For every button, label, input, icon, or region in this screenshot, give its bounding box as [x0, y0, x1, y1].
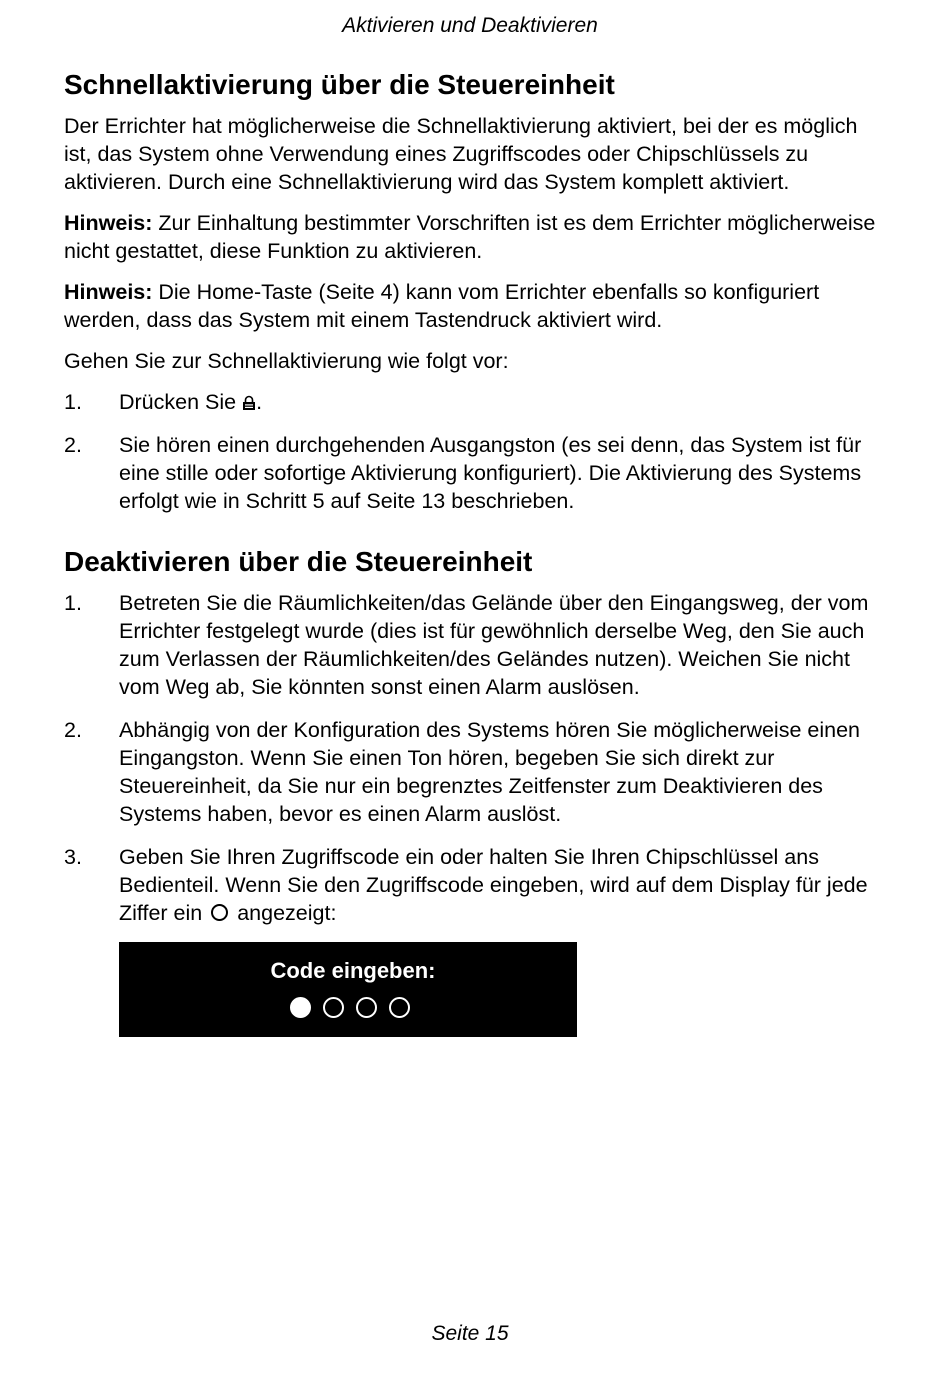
- empty-digit-icon: [323, 997, 344, 1018]
- section-title: Schnellaktivierung über die Steuereinheit: [64, 69, 615, 100]
- note-label: Hinweis:: [64, 280, 153, 304]
- empty-digit-icon: [389, 997, 410, 1018]
- step-number: 1.: [64, 390, 82, 414]
- lock-icon: [242, 395, 256, 411]
- section-quick-arm: [64, 66, 884, 515]
- circle-icon: [211, 904, 228, 921]
- step-list: [64, 589, 884, 927]
- note-label: Hinweis:: [64, 211, 153, 235]
- note-paragraph: [64, 209, 884, 265]
- step-text: Abhängig von der Konfiguration des Systems hören Sie möglicherweise einen Eingangston. Wenn Sie einen Ton hören, begeben Sie sich direkt zur Steuereinheit, da Sie nur ein begrenztes Zeitfenster zum Deaktivieren des Systems haben, bevor es einen Alarm auslöst.: [119, 718, 860, 826]
- step-text-after: angezeigt:: [231, 901, 337, 925]
- list-item: [64, 843, 884, 927]
- code-digit-indicators: [290, 997, 410, 1018]
- note-text: Zur Einhaltung bestimmter Vorschriften ist es dem Errichter möglicherweise nicht gestattet, diese Funktion zu aktivieren.: [64, 211, 876, 263]
- section-title: Deaktivieren über die Steuereinheit: [64, 546, 533, 577]
- step-text: [119, 843, 884, 927]
- empty-digit-icon: [356, 997, 377, 1018]
- step-number: 2.: [64, 433, 82, 457]
- keypad-display-illustration: [119, 942, 577, 1037]
- list-item: [64, 716, 884, 828]
- step-text: Betreten Sie die Räumlichkeiten/das Gelände über den Eingangsweg, der vom Errichter festgelegt wurde (dies ist für gewöhnlich derselbe Weg, den Sie auch zum Verlassen der Räumlichkeiten/des Geländes nutzen). Weichen Sie nicht vom Weg ab, Sie könnten sonst einen Alarm auslösen.: [119, 591, 869, 699]
- page-content: [64, 66, 884, 1037]
- note-text: Die Home-Taste (Seite 4) kann vom Errichter ebenfalls so konfiguriert werden, dass das System mit einem Tastendruck aktiviert wird.: [64, 280, 820, 332]
- display-title: Code eingeben:: [270, 958, 436, 983]
- list-item: [64, 589, 884, 701]
- step-number: 3.: [64, 845, 82, 869]
- step-text-before: Drücken Sie: [119, 390, 243, 414]
- step-text: Sie hören einen durchgehenden Ausgangston (es sei denn, das System ist für eine stille oder sofortige Aktivierung konfiguriert). Die Aktivierung des Systems erfolgt wie in Schritt 5 auf Seite 13 beschrieben.: [119, 433, 862, 513]
- list-item: [64, 431, 884, 515]
- note-paragraph: [64, 278, 884, 334]
- running-header: Aktivieren und Deaktivieren: [342, 14, 598, 37]
- intro-paragraph: Der Errichter hat möglicherweise die Schnellaktivierung aktiviert, bei der es möglich ist, das System ohne Verwendung eines Zugriffscodes oder Chipschlüssels zu aktivieren. Durch eine Schnellaktivierung wird das System komplett aktiviert.: [64, 114, 858, 194]
- step-text-after: .: [256, 390, 263, 414]
- lead-paragraph: Gehen Sie zur Schnellaktivierung wie folgt vor:: [64, 349, 509, 373]
- step-text: [119, 388, 884, 416]
- step-number: 2.: [64, 718, 82, 742]
- step-number: 1.: [64, 591, 82, 615]
- step-text-before: Geben Sie Ihren Zugriffscode ein oder halten Sie Ihren Chipschlüssel ans Bedienteil. Wenn Sie den Zugriffscode eingeben, wird auf dem Display für jede Ziffer ein: [119, 845, 868, 925]
- step-list: [64, 388, 884, 515]
- list-item: [64, 388, 884, 416]
- section-disarm: [64, 543, 884, 1037]
- filled-digit-icon: [290, 997, 311, 1018]
- page-number: Seite 15: [431, 1322, 509, 1345]
